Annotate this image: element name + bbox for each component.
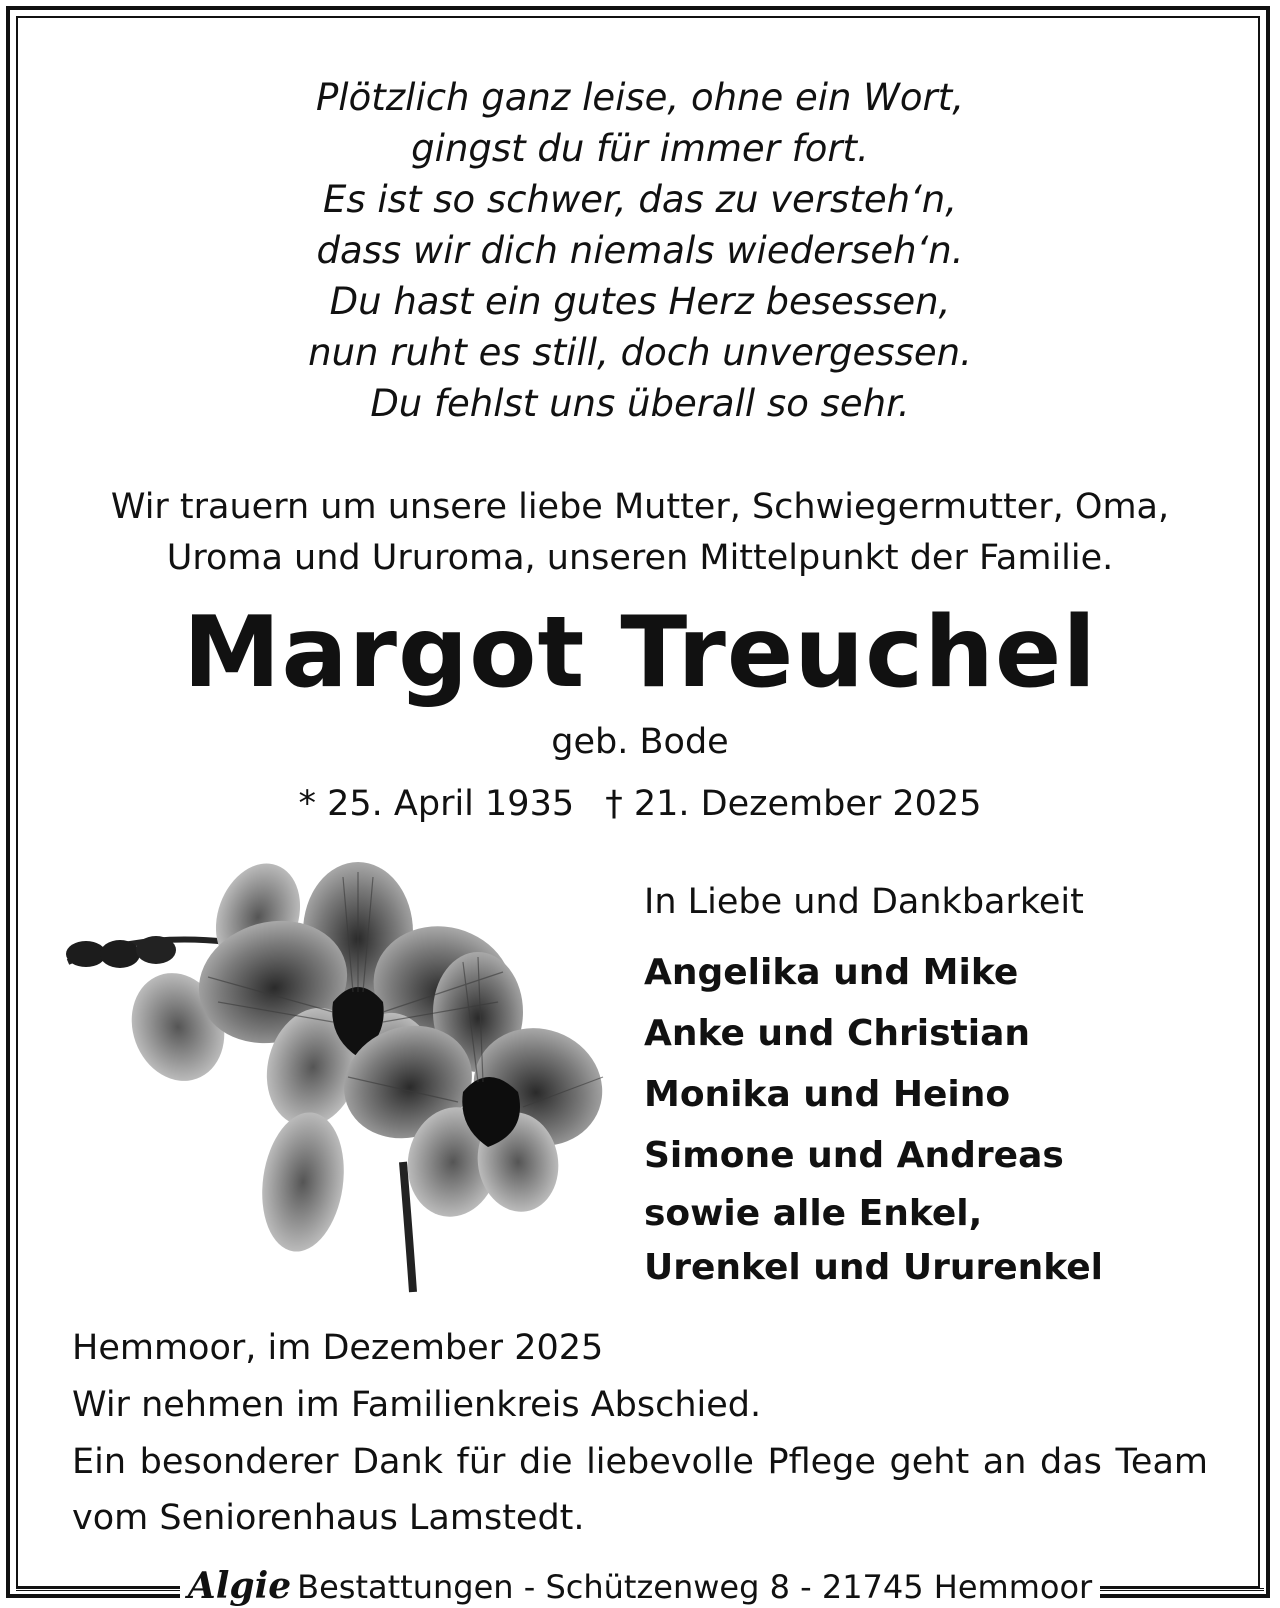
mourners-others: Urenkel und Ururenkel [644,1247,1103,1288]
poem [0,72,1280,429]
poem-line: dass wir dich niemals wiederseh‘n. [316,229,964,272]
maiden-name: geb. Bode [551,722,729,762]
poem-line: gingst du für immer fort. [411,127,869,170]
birth-date: * 25. April 1935 [298,784,575,824]
undertaker-logo: Algie [187,1565,292,1607]
poem-line: Es ist so schwer, das zu versteh‘n, [322,178,958,221]
footer-label [180,1565,1100,1607]
deceased-name: Margot Treuchel [183,596,1097,710]
undertaker-address: Bestattungen - Schützenweg 8 - 21745 Hemmoor [297,1568,1093,1606]
orchid-image [58,862,618,1302]
life-dates [0,782,1280,826]
mourner-name: Monika und Heino [644,1074,1011,1115]
intro-line: Uroma und Ururoma, unseren Mittelpunkt der Familie. [166,538,1114,578]
mourning-intro [0,482,1280,584]
mourner-name: Anke und Christian [644,1013,1031,1054]
thanks-note: Ein besonderer Dank für die liebevolle Pflege geht an das Team vom Seniorenhaus Lamstedt. [72,1442,1208,1538]
place-date: Hemmoor, im Dezember 2025 [72,1328,604,1368]
mourners-block [644,880,1244,1294]
mourners-others: sowie alle Enkel, [644,1193,983,1234]
mourners-lead: In Liebe und Dankbarkeit [644,882,1084,922]
poem-line: Plötzlich ganz leise, ohne ein Wort, [316,76,964,119]
footer [0,1566,1280,1608]
closing-section [72,1320,1208,1546]
farewell-note: Wir nehmen im Familienkreis Abschied. [72,1385,762,1425]
poem-line: Du hast ein gutes Herz besessen, [329,280,951,323]
intro-line: Wir trauern um unsere liebe Mutter, Schwiegermutter, Oma, [110,487,1170,527]
death-date: † 21. Dezember 2025 [605,784,982,824]
poem-line: Du fehlst uns überall so sehr. [370,382,910,425]
mourner-name: Angelika und Mike [644,952,1019,993]
mourner-name: Simone und Andreas [644,1135,1064,1176]
footer-text-row [0,1566,1280,1607]
poem-line: nun ruht es still, doch unvergessen. [308,331,972,374]
